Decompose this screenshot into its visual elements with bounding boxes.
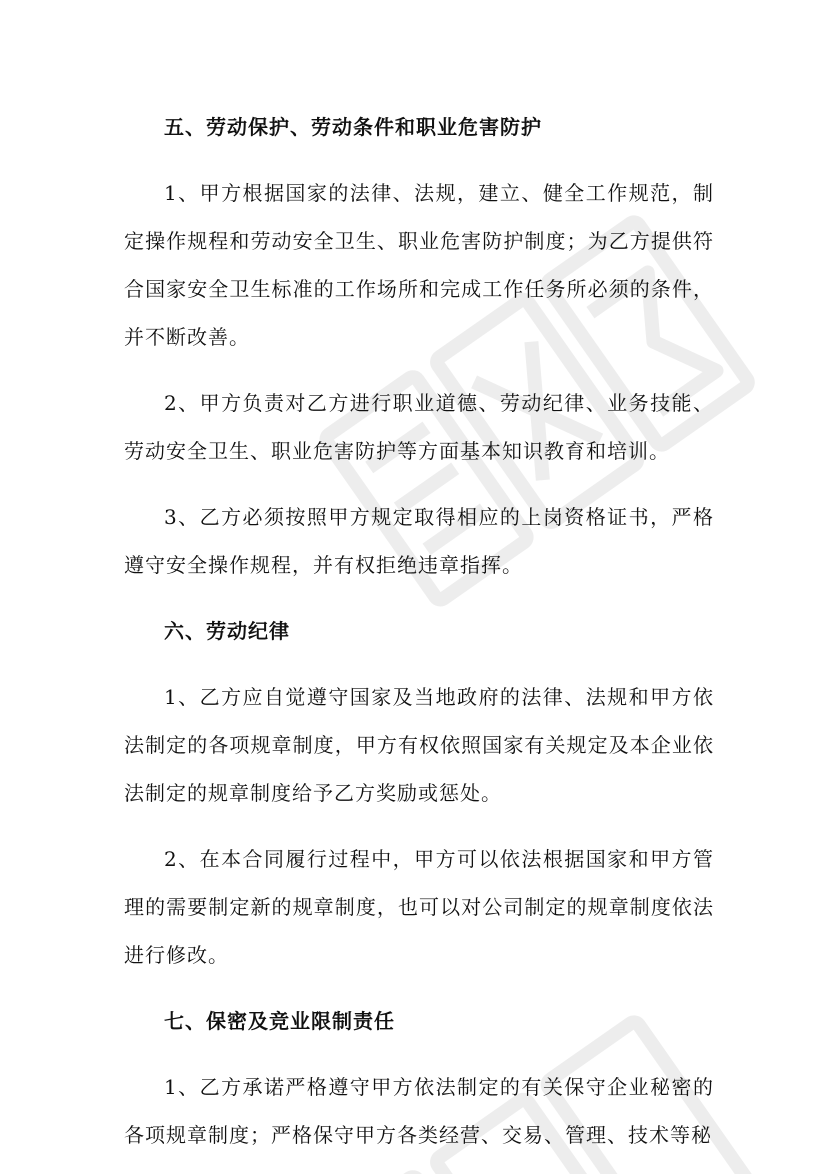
section-heading-confidentiality: 七、保密及竞业限制责任 — [164, 1009, 395, 1033]
paragraph: 1、甲方根据国家的法律、法规，建立、健全工作规范，制定操作规程和劳动安全卫生、职业危害防护制度；为乙方提供符合国家安全卫生标准的工作场所和完成工作任务所必须的条件，并不断改善。 — [124, 181, 714, 349]
paragraph: 2、甲方负责对乙方进行职业道德、劳动纪律、业务技能、劳动安全卫生、职业危害防护等方面基本知识教育和培训。 — [124, 391, 714, 463]
paragraph: 3、乙方必须按照甲方规定取得相应的上岗资格证书，严格遵守安全操作规程，并有权拒绝违章指挥。 — [124, 505, 714, 577]
section-heading-labor-discipline: 六、劳动纪律 — [164, 619, 290, 643]
paragraph: 2、在本合同履行过程中，甲方可以依法根据国家和甲方管理的需要制定新的规章制度，也可以对公司制定的规章制度依法进行修改。 — [124, 847, 714, 967]
paragraph: 1、乙方应自觉遵守国家及当地政府的法律、法规和甲方依法制定的各项规章制度，甲方有权依照国家有关规定及本企业依法制定的规章制度给予乙方奖励或惩处。 — [124, 685, 714, 805]
section-heading-labor-protection: 五、劳动保护、劳动条件和职业危害防护 — [164, 115, 542, 139]
document-body — [124, 103, 714, 1174]
paragraph: 1、乙方承诺严格遵守甲方依法制定的有关保守企业秘密的各项规章制度；严格保守甲方各类经营、交易、管理、技术等秘 — [124, 1075, 714, 1147]
